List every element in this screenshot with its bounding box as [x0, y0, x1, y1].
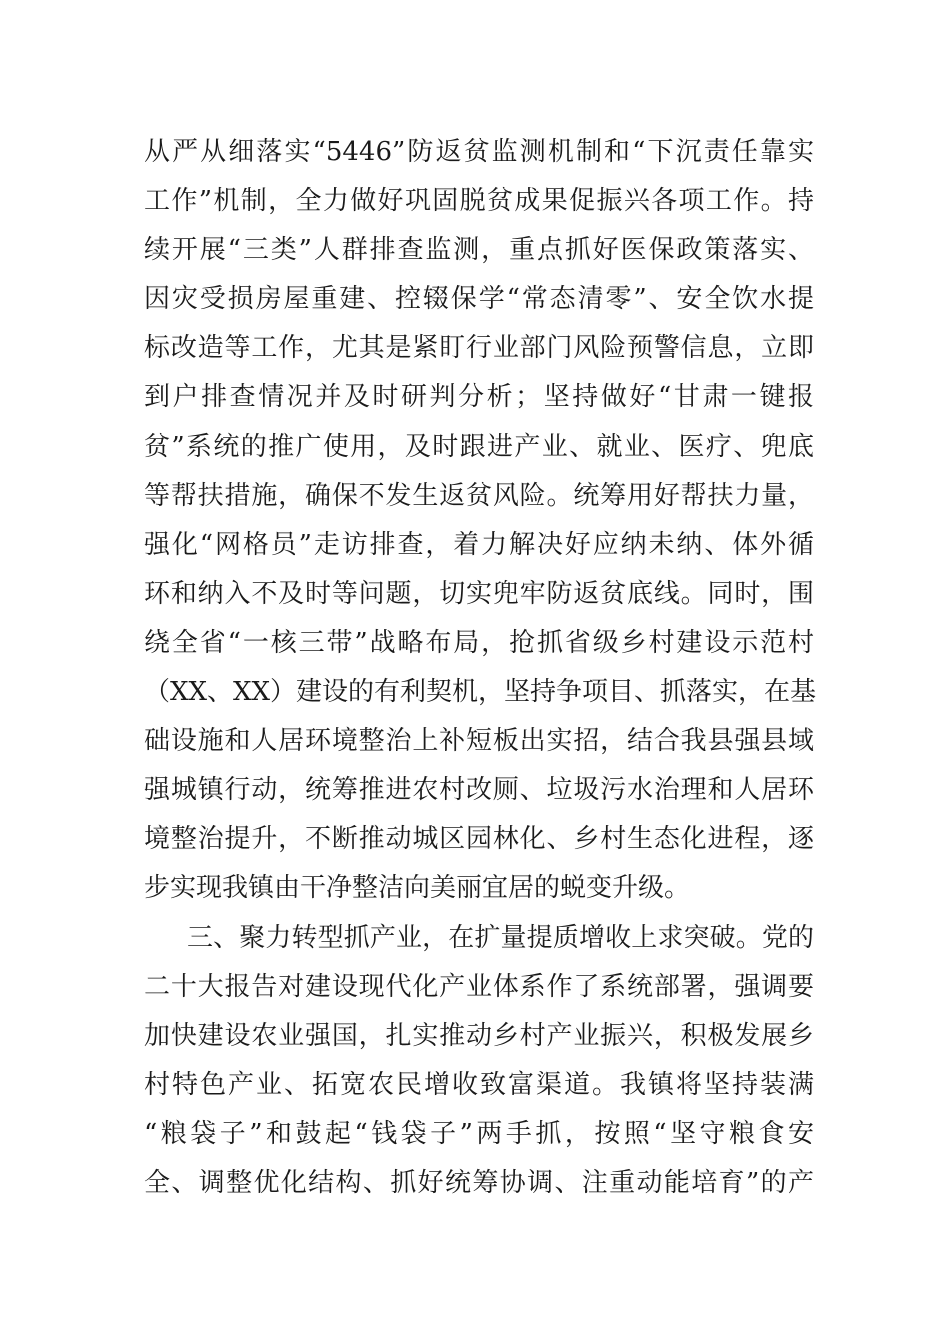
- text-line: 等帮扶措施，确保不发生返贫风险。统筹用好帮扶力量，: [144, 480, 814, 511]
- text-line: 步实现我镇由干净整洁向美丽宜居的蜕变升级。: [144, 873, 691, 904]
- text-line: 工作”机制，全力做好巩固脱贫成果促振兴各项工作。持: [144, 186, 814, 217]
- text-line: 村特色产业、拓宽农民增收致富渠道。我镇将坚持装满: [144, 1069, 814, 1100]
- text-line: 续开展“三类”人群排查监测，重点抓好医保政策落实、: [144, 235, 814, 266]
- text-line: 因灾受损房屋重建、控辍保学“常态清零”、安全饮水提: [144, 284, 814, 315]
- text-line: 境整治提升，不断推动城区园林化、乡村生态化进程，逐: [144, 824, 814, 855]
- text-line: “粮袋子”和鼓起“钱袋子”两手抓，按照“坚守粮食安: [144, 1118, 814, 1149]
- text-line: 二十大报告对建设现代化产业体系作了系统部署，强调要: [144, 971, 814, 1002]
- text-line: 标改造等工作，尤其是紧盯行业部门风险预警信息，立即: [144, 333, 814, 364]
- section-heading-line: 三、聚力转型抓产业，在扩量提质增收上求突破。党的: [187, 922, 814, 953]
- text-line: 础设施和人居环境整治上补短板出实招，结合我县强县域: [144, 726, 814, 757]
- text-line: 绕全省“一核三带”战略布局，抢抓省级乡村建设示范村: [144, 627, 814, 658]
- text-line: 贫”系统的推广使用，及时跟进产业、就业、医疗、兜底: [144, 431, 814, 462]
- text-line: 到户排查情况并及时研判分析；坚持做好“甘肃一键报: [144, 382, 814, 413]
- text-line: 加快建设农业强国，扎实推动乡村产业振兴，积极发展乡: [144, 1020, 814, 1051]
- text-line: 从严从细落实“5446”防返贫监测机制和“下沉责任靠实: [144, 137, 814, 167]
- text-line: 强城镇行动，统筹推进农村改厕、垃圾污水治理和人居环: [144, 775, 814, 806]
- text-line: 全、调整优化结构、抓好统筹协调、注重动能培育”的产: [144, 1167, 814, 1198]
- text-line: 环和纳入不及时等问题，切实兜牢防返贫底线。同时，围: [144, 578, 814, 609]
- body-text: [144, 128, 817, 1208]
- text-line: （XX、XX）建设的有利契机，坚持争项目、抓落实，在基: [144, 677, 817, 708]
- text-line: 强化“网格员”走访排查，着力解决好应纳未纳、体外循: [144, 529, 814, 560]
